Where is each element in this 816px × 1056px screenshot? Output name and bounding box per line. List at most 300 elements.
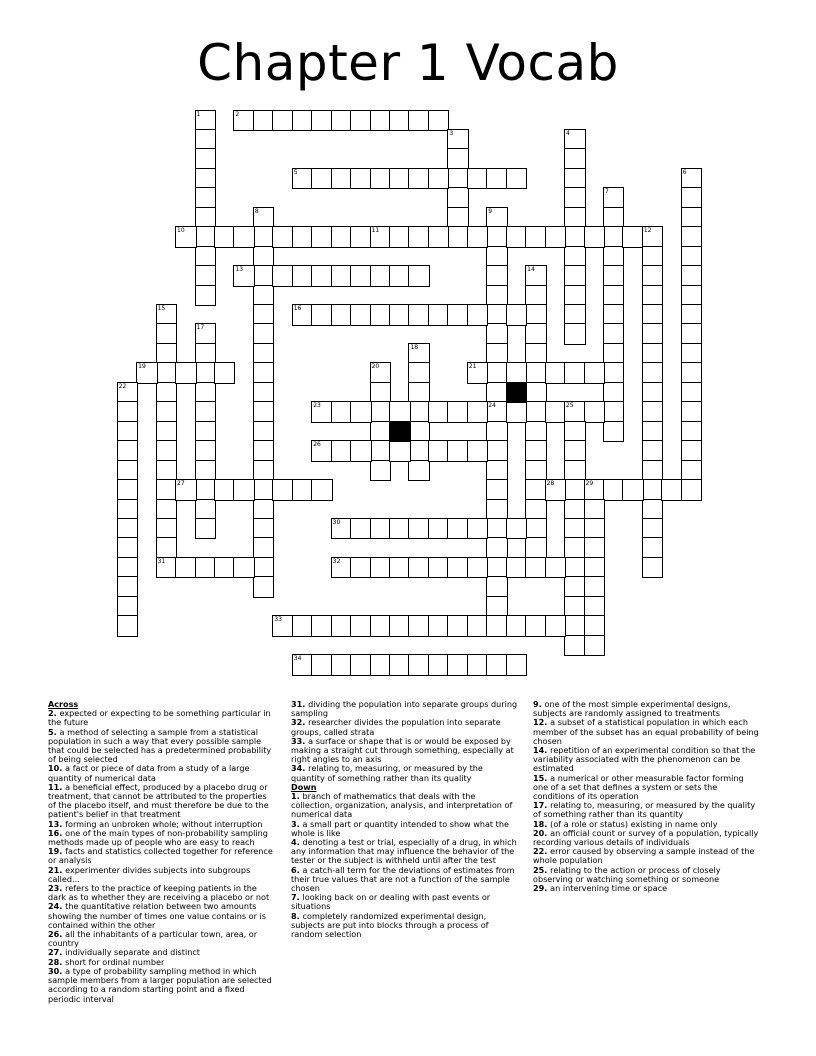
grid-cell[interactable] bbox=[408, 518, 430, 540]
grid-cell[interactable] bbox=[467, 304, 489, 326]
grid-cell[interactable] bbox=[350, 557, 372, 579]
grid-cell[interactable] bbox=[195, 226, 217, 248]
grid-cell[interactable] bbox=[584, 537, 606, 559]
grid-cell[interactable] bbox=[447, 518, 469, 540]
grid-cell[interactable] bbox=[525, 537, 547, 559]
grid-cell[interactable] bbox=[195, 557, 217, 579]
grid-cell[interactable] bbox=[506, 304, 528, 326]
grid-cell[interactable] bbox=[253, 362, 275, 384]
grid-cell[interactable] bbox=[350, 226, 372, 248]
grid-cell[interactable] bbox=[272, 110, 294, 132]
grid-cell[interactable] bbox=[447, 226, 469, 248]
grid-cell[interactable] bbox=[506, 518, 528, 540]
grid-cell[interactable] bbox=[350, 110, 372, 132]
grid-cell[interactable] bbox=[156, 343, 178, 365]
grid-cell[interactable] bbox=[486, 265, 508, 287]
grid-cell[interactable] bbox=[408, 226, 430, 248]
grid-cell[interactable] bbox=[584, 596, 606, 618]
grid-cell[interactable] bbox=[564, 518, 586, 540]
grid-cell[interactable] bbox=[564, 557, 586, 579]
grid-cell[interactable] bbox=[408, 168, 430, 190]
grid-cell[interactable] bbox=[253, 518, 275, 540]
grid-cell[interactable] bbox=[564, 285, 586, 307]
grid-cell[interactable] bbox=[447, 187, 469, 209]
grid-cell[interactable] bbox=[195, 518, 217, 540]
grid-cell[interactable] bbox=[311, 479, 333, 501]
grid-cell[interactable] bbox=[350, 168, 372, 190]
grid-cell[interactable] bbox=[370, 401, 392, 423]
grid-cell[interactable] bbox=[486, 654, 508, 676]
grid-cell[interactable] bbox=[428, 518, 450, 540]
grid-cell[interactable] bbox=[564, 226, 586, 248]
grid-cell[interactable] bbox=[117, 518, 139, 540]
grid-cell[interactable] bbox=[545, 401, 567, 423]
grid-cell[interactable] bbox=[681, 421, 703, 443]
grid-cell[interactable] bbox=[253, 440, 275, 462]
grid-cell[interactable] bbox=[506, 654, 528, 676]
grid-cell[interactable] bbox=[486, 537, 508, 559]
grid-cell[interactable] bbox=[525, 323, 547, 345]
grid-cell[interactable] bbox=[408, 362, 430, 384]
grid-cell[interactable] bbox=[370, 460, 392, 482]
grid-cell[interactable] bbox=[195, 129, 217, 151]
grid-cell[interactable] bbox=[350, 440, 372, 462]
grid-cell[interactable] bbox=[681, 187, 703, 209]
grid-cell[interactable] bbox=[253, 110, 275, 132]
grid-cell[interactable] bbox=[486, 596, 508, 618]
grid-cell[interactable] bbox=[389, 557, 411, 579]
grid-cell[interactable] bbox=[486, 440, 508, 462]
grid-cell[interactable] bbox=[214, 557, 236, 579]
grid-cell[interactable] bbox=[195, 362, 217, 384]
grid-cell[interactable] bbox=[564, 421, 586, 443]
grid-cell[interactable] bbox=[370, 654, 392, 676]
grid-cell[interactable] bbox=[506, 226, 528, 248]
grid-cell[interactable] bbox=[389, 401, 411, 423]
grid-cell[interactable] bbox=[214, 226, 236, 248]
grid-cell[interactable] bbox=[642, 285, 664, 307]
grid-cell[interactable] bbox=[350, 518, 372, 540]
grid-cell[interactable] bbox=[331, 615, 353, 637]
grid-cell[interactable] bbox=[408, 654, 430, 676]
grid-cell[interactable] bbox=[311, 654, 333, 676]
grid-cell[interactable] bbox=[506, 557, 528, 579]
grid-cell[interactable] bbox=[214, 479, 236, 501]
grid-cell[interactable] bbox=[331, 226, 353, 248]
grid-cell[interactable] bbox=[447, 615, 469, 637]
grid-cell[interactable] bbox=[642, 460, 664, 482]
grid-cell[interactable] bbox=[428, 557, 450, 579]
grid-cell[interactable] bbox=[428, 304, 450, 326]
grid-cell[interactable] bbox=[642, 362, 664, 384]
grid-cell[interactable] bbox=[389, 654, 411, 676]
grid-cell[interactable] bbox=[195, 207, 217, 229]
grid-cell[interactable] bbox=[292, 265, 314, 287]
grid-cell[interactable] bbox=[331, 440, 353, 462]
grid-cell[interactable] bbox=[584, 226, 606, 248]
grid-cell[interactable] bbox=[195, 382, 217, 404]
grid-cell[interactable] bbox=[370, 265, 392, 287]
grid-cell[interactable] bbox=[195, 499, 217, 521]
grid-cell[interactable] bbox=[603, 362, 625, 384]
grid-cell[interactable] bbox=[545, 226, 567, 248]
grid-cell[interactable] bbox=[486, 615, 508, 637]
grid-cell[interactable] bbox=[564, 576, 586, 598]
grid-cell[interactable] bbox=[408, 460, 430, 482]
grid-cell[interactable] bbox=[564, 148, 586, 170]
grid-cell[interactable] bbox=[389, 518, 411, 540]
grid-cell[interactable] bbox=[350, 265, 372, 287]
grid-cell[interactable] bbox=[156, 537, 178, 559]
grid-cell[interactable] bbox=[447, 148, 469, 170]
grid-cell[interactable] bbox=[642, 499, 664, 521]
grid-cell[interactable] bbox=[428, 168, 450, 190]
grid-cell[interactable] bbox=[311, 265, 333, 287]
grid-cell[interactable] bbox=[525, 421, 547, 443]
grid-cell[interactable] bbox=[584, 518, 606, 540]
grid-cell[interactable] bbox=[681, 343, 703, 365]
grid-cell[interactable] bbox=[428, 440, 450, 462]
grid-cell[interactable] bbox=[681, 323, 703, 345]
grid-cell[interactable] bbox=[486, 576, 508, 598]
grid-cell[interactable] bbox=[447, 440, 469, 462]
grid-cell[interactable] bbox=[311, 615, 333, 637]
grid-cell[interactable] bbox=[331, 401, 353, 423]
grid-cell[interactable] bbox=[272, 265, 294, 287]
grid-cell[interactable] bbox=[117, 440, 139, 462]
grid-cell[interactable] bbox=[564, 168, 586, 190]
grid-cell[interactable] bbox=[117, 537, 139, 559]
grid-cell[interactable] bbox=[603, 207, 625, 229]
grid-cell[interactable] bbox=[408, 440, 430, 462]
grid-cell[interactable] bbox=[156, 499, 178, 521]
grid-cell[interactable] bbox=[253, 285, 275, 307]
grid-cell[interactable] bbox=[467, 518, 489, 540]
grid-cell[interactable] bbox=[389, 168, 411, 190]
grid-cell[interactable] bbox=[117, 421, 139, 443]
grid-cell[interactable] bbox=[253, 479, 275, 501]
grid-cell[interactable] bbox=[642, 401, 664, 423]
grid-cell[interactable] bbox=[408, 110, 430, 132]
grid-cell[interactable] bbox=[117, 557, 139, 579]
grid-cell[interactable] bbox=[117, 576, 139, 598]
grid-cell[interactable] bbox=[195, 285, 217, 307]
grid-cell[interactable] bbox=[584, 401, 606, 423]
grid-cell[interactable] bbox=[195, 343, 217, 365]
grid-cell[interactable] bbox=[195, 168, 217, 190]
grid-cell[interactable] bbox=[117, 615, 139, 637]
grid-cell[interactable] bbox=[642, 421, 664, 443]
grid-cell[interactable] bbox=[525, 615, 547, 637]
grid-cell[interactable] bbox=[311, 168, 333, 190]
grid-cell[interactable] bbox=[681, 401, 703, 423]
grid-cell[interactable] bbox=[253, 537, 275, 559]
grid-cell[interactable] bbox=[506, 168, 528, 190]
grid-cell[interactable] bbox=[195, 401, 217, 423]
grid-cell[interactable] bbox=[370, 518, 392, 540]
grid-cell[interactable] bbox=[525, 499, 547, 521]
grid-cell[interactable] bbox=[642, 323, 664, 345]
grid-cell[interactable] bbox=[447, 168, 469, 190]
grid-cell[interactable] bbox=[603, 304, 625, 326]
grid-cell[interactable] bbox=[603, 226, 625, 248]
grid-cell[interactable] bbox=[253, 265, 275, 287]
grid-cell[interactable] bbox=[545, 557, 567, 579]
grid-cell[interactable] bbox=[370, 110, 392, 132]
grid-cell[interactable] bbox=[584, 576, 606, 598]
grid-cell[interactable] bbox=[389, 265, 411, 287]
grid-cell[interactable] bbox=[486, 382, 508, 404]
grid-cell[interactable] bbox=[447, 304, 469, 326]
grid-cell[interactable] bbox=[584, 362, 606, 384]
grid-cell[interactable] bbox=[486, 285, 508, 307]
grid-cell[interactable] bbox=[486, 226, 508, 248]
grid-cell[interactable] bbox=[370, 382, 392, 404]
grid-cell[interactable] bbox=[642, 537, 664, 559]
grid-cell[interactable] bbox=[467, 168, 489, 190]
grid-cell[interactable] bbox=[486, 323, 508, 345]
grid-cell[interactable] bbox=[117, 596, 139, 618]
grid-cell[interactable] bbox=[564, 207, 586, 229]
grid-cell[interactable] bbox=[156, 323, 178, 345]
grid-cell[interactable] bbox=[175, 362, 197, 384]
grid-cell[interactable] bbox=[311, 226, 333, 248]
grid-cell[interactable] bbox=[156, 479, 178, 501]
grid-cell[interactable] bbox=[681, 285, 703, 307]
grid-cell[interactable] bbox=[331, 110, 353, 132]
grid-cell[interactable] bbox=[311, 304, 333, 326]
grid-cell[interactable] bbox=[545, 615, 567, 637]
grid-cell[interactable] bbox=[195, 460, 217, 482]
grid-cell[interactable] bbox=[506, 615, 528, 637]
grid-cell[interactable] bbox=[350, 304, 372, 326]
grid-cell[interactable] bbox=[681, 440, 703, 462]
grid-cell[interactable] bbox=[564, 265, 586, 287]
grid-cell[interactable] bbox=[408, 615, 430, 637]
grid-cell[interactable] bbox=[622, 226, 644, 248]
grid-cell[interactable] bbox=[214, 362, 236, 384]
grid-cell[interactable] bbox=[195, 187, 217, 209]
grid-cell[interactable] bbox=[408, 265, 430, 287]
grid-cell[interactable] bbox=[195, 265, 217, 287]
grid-cell[interactable] bbox=[117, 460, 139, 482]
grid-cell[interactable] bbox=[525, 226, 547, 248]
grid-cell[interactable] bbox=[603, 421, 625, 443]
grid-cell[interactable] bbox=[467, 401, 489, 423]
grid-cell[interactable] bbox=[603, 246, 625, 268]
grid-cell[interactable] bbox=[564, 537, 586, 559]
grid-cell[interactable] bbox=[311, 110, 333, 132]
grid-cell[interactable] bbox=[681, 382, 703, 404]
grid-cell[interactable] bbox=[156, 362, 178, 384]
grid-cell[interactable] bbox=[370, 557, 392, 579]
grid-cell[interactable] bbox=[486, 304, 508, 326]
grid-cell[interactable] bbox=[428, 401, 450, 423]
grid-cell[interactable] bbox=[195, 421, 217, 443]
grid-cell[interactable] bbox=[253, 382, 275, 404]
grid-cell[interactable] bbox=[292, 479, 314, 501]
grid-cell[interactable] bbox=[486, 362, 508, 384]
grid-cell[interactable] bbox=[408, 382, 430, 404]
grid-cell[interactable] bbox=[564, 304, 586, 326]
grid-cell[interactable] bbox=[506, 362, 528, 384]
grid-cell[interactable] bbox=[156, 440, 178, 462]
grid-cell[interactable] bbox=[486, 421, 508, 443]
grid-cell[interactable] bbox=[486, 246, 508, 268]
grid-cell[interactable] bbox=[467, 654, 489, 676]
grid-cell[interactable] bbox=[447, 207, 469, 229]
grid-cell[interactable] bbox=[467, 557, 489, 579]
grid-cell[interactable] bbox=[331, 304, 353, 326]
grid-cell[interactable] bbox=[428, 226, 450, 248]
grid-cell[interactable] bbox=[486, 518, 508, 540]
grid-cell[interactable] bbox=[486, 479, 508, 501]
grid-cell[interactable] bbox=[603, 343, 625, 365]
grid-cell[interactable] bbox=[545, 362, 567, 384]
grid-cell[interactable] bbox=[447, 654, 469, 676]
grid-cell[interactable] bbox=[564, 596, 586, 618]
grid-cell[interactable] bbox=[253, 304, 275, 326]
grid-cell[interactable] bbox=[564, 362, 586, 384]
grid-cell[interactable] bbox=[253, 401, 275, 423]
grid-cell[interactable] bbox=[272, 226, 294, 248]
grid-cell[interactable] bbox=[525, 557, 547, 579]
grid-cell[interactable] bbox=[370, 304, 392, 326]
grid-cell[interactable] bbox=[156, 382, 178, 404]
grid-cell[interactable] bbox=[681, 265, 703, 287]
grid-cell[interactable] bbox=[681, 304, 703, 326]
grid-cell[interactable] bbox=[408, 304, 430, 326]
grid-cell[interactable] bbox=[292, 615, 314, 637]
grid-cell[interactable] bbox=[486, 460, 508, 482]
grid-cell[interactable] bbox=[370, 440, 392, 462]
grid-cell[interactable] bbox=[642, 382, 664, 404]
grid-cell[interactable] bbox=[603, 382, 625, 404]
grid-cell[interactable] bbox=[642, 304, 664, 326]
grid-cell[interactable] bbox=[681, 226, 703, 248]
grid-cell[interactable] bbox=[389, 226, 411, 248]
grid-cell[interactable] bbox=[584, 615, 606, 637]
grid-cell[interactable] bbox=[584, 557, 606, 579]
grid-cell[interactable] bbox=[525, 518, 547, 540]
grid-cell[interactable] bbox=[156, 518, 178, 540]
grid-cell[interactable] bbox=[233, 557, 255, 579]
grid-cell[interactable] bbox=[253, 226, 275, 248]
grid-cell[interactable] bbox=[195, 479, 217, 501]
grid-cell[interactable] bbox=[681, 479, 703, 501]
grid-cell[interactable] bbox=[681, 207, 703, 229]
grid-cell[interactable] bbox=[428, 110, 450, 132]
grid-cell[interactable] bbox=[642, 246, 664, 268]
grid-cell[interactable] bbox=[642, 518, 664, 540]
grid-cell[interactable] bbox=[564, 635, 586, 657]
grid-cell[interactable] bbox=[525, 382, 547, 404]
grid-cell[interactable] bbox=[564, 460, 586, 482]
grid-cell[interactable] bbox=[447, 557, 469, 579]
grid-cell[interactable] bbox=[525, 440, 547, 462]
grid-cell[interactable] bbox=[603, 323, 625, 345]
grid-cell[interactable] bbox=[584, 635, 606, 657]
grid-cell[interactable] bbox=[642, 440, 664, 462]
grid-cell[interactable] bbox=[253, 557, 275, 579]
grid-cell[interactable] bbox=[370, 421, 392, 443]
grid-cell[interactable] bbox=[661, 479, 683, 501]
grid-cell[interactable] bbox=[370, 615, 392, 637]
grid-cell[interactable] bbox=[350, 401, 372, 423]
grid-cell[interactable] bbox=[642, 479, 664, 501]
grid-cell[interactable] bbox=[603, 479, 625, 501]
grid-cell[interactable] bbox=[253, 421, 275, 443]
grid-cell[interactable] bbox=[331, 168, 353, 190]
grid-cell[interactable] bbox=[564, 479, 586, 501]
grid-cell[interactable] bbox=[525, 479, 547, 501]
grid-cell[interactable] bbox=[389, 304, 411, 326]
grid-cell[interactable] bbox=[253, 343, 275, 365]
grid-cell[interactable] bbox=[331, 654, 353, 676]
grid-cell[interactable] bbox=[564, 187, 586, 209]
grid-cell[interactable] bbox=[253, 499, 275, 521]
grid-cell[interactable] bbox=[331, 265, 353, 287]
grid-cell[interactable] bbox=[564, 615, 586, 637]
grid-cell[interactable] bbox=[428, 615, 450, 637]
grid-cell[interactable] bbox=[195, 246, 217, 268]
grid-cell[interactable] bbox=[603, 265, 625, 287]
grid-cell[interactable] bbox=[467, 615, 489, 637]
grid-cell[interactable] bbox=[350, 615, 372, 637]
grid-cell[interactable] bbox=[195, 148, 217, 170]
grid-cell[interactable] bbox=[467, 440, 489, 462]
grid-cell[interactable] bbox=[525, 304, 547, 326]
grid-cell[interactable] bbox=[253, 246, 275, 268]
grid-cell[interactable] bbox=[350, 654, 372, 676]
grid-cell[interactable] bbox=[117, 499, 139, 521]
grid-cell[interactable] bbox=[525, 460, 547, 482]
grid-cell[interactable] bbox=[156, 421, 178, 443]
grid-cell[interactable] bbox=[603, 285, 625, 307]
grid-cell[interactable] bbox=[233, 479, 255, 501]
grid-cell[interactable] bbox=[389, 110, 411, 132]
grid-cell[interactable] bbox=[642, 343, 664, 365]
grid-cell[interactable] bbox=[486, 343, 508, 365]
grid-cell[interactable] bbox=[447, 401, 469, 423]
grid-cell[interactable] bbox=[642, 265, 664, 287]
grid-cell[interactable] bbox=[486, 499, 508, 521]
grid-cell[interactable] bbox=[253, 460, 275, 482]
grid-cell[interactable] bbox=[156, 460, 178, 482]
grid-cell[interactable] bbox=[506, 401, 528, 423]
grid-cell[interactable] bbox=[370, 168, 392, 190]
grid-cell[interactable] bbox=[156, 401, 178, 423]
grid-cell[interactable] bbox=[389, 440, 411, 462]
grid-cell[interactable] bbox=[408, 557, 430, 579]
grid-cell[interactable] bbox=[233, 226, 255, 248]
grid-cell[interactable] bbox=[428, 654, 450, 676]
grid-cell[interactable] bbox=[486, 168, 508, 190]
grid-cell[interactable] bbox=[408, 421, 430, 443]
grid-cell[interactable] bbox=[525, 362, 547, 384]
grid-cell[interactable] bbox=[408, 401, 430, 423]
grid-cell[interactable] bbox=[564, 440, 586, 462]
grid-cell[interactable] bbox=[584, 499, 606, 521]
grid-cell[interactable] bbox=[117, 479, 139, 501]
grid-cell[interactable] bbox=[389, 615, 411, 637]
grid-cell[interactable] bbox=[195, 440, 217, 462]
grid-cell[interactable] bbox=[603, 401, 625, 423]
grid-cell[interactable] bbox=[272, 479, 294, 501]
grid-cell[interactable] bbox=[467, 226, 489, 248]
grid-cell[interactable] bbox=[292, 110, 314, 132]
grid-cell[interactable] bbox=[564, 323, 586, 345]
